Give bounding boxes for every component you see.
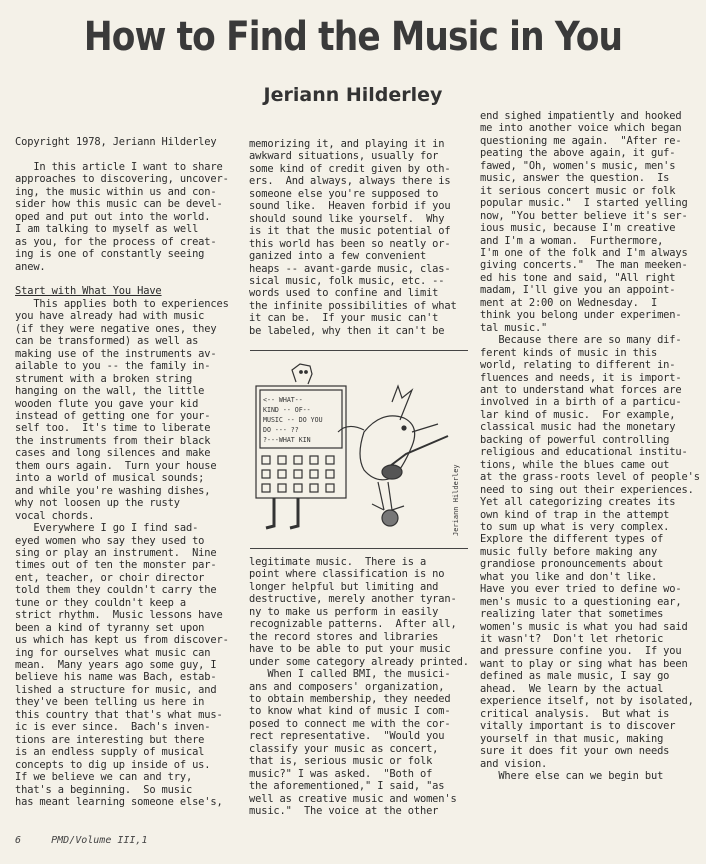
- text-line: me into another voice which began: [480, 122, 682, 135]
- text-line: told them they couldn't carry the: [15, 584, 217, 597]
- text-line: Because there are so many dif-: [480, 334, 682, 347]
- text-line: This applies both to experiences: [15, 297, 229, 310]
- screen-text-line-2: KIND -- OF--: [263, 406, 311, 414]
- text-line: well as creative music and women's: [249, 792, 457, 805]
- text-line: they've been telling us here in: [15, 696, 205, 709]
- text-line: women's music is what you had said: [480, 620, 688, 633]
- text-line: approaches to discovering, uncover-: [15, 173, 229, 186]
- text-line: Have you ever tried to define wo-: [480, 583, 682, 596]
- text-line: and vision.: [480, 757, 548, 770]
- text-line: recognizable patterns. After all,: [249, 618, 457, 631]
- text-line: into a world of musical sounds;: [15, 472, 205, 485]
- text-line: world, relating to different in-: [480, 359, 676, 372]
- text-line: ailable to you -- the family in-: [15, 360, 211, 373]
- text-line: can be transformed) as well as: [15, 335, 199, 348]
- text-line: now, "You better believe it's ser-: [480, 209, 688, 222]
- text-line: that is, serious music or folk: [249, 755, 433, 768]
- text-line: Explore the different types of: [480, 533, 664, 546]
- text-line: you have already had with music: [15, 310, 205, 323]
- text-line: heaps -- avant-garde music, clas-: [249, 262, 451, 275]
- text-line: this world has been so neatly or-: [249, 237, 451, 250]
- text-line: music fully before making any: [480, 545, 658, 558]
- text-line: (if they were negative ones, they: [15, 322, 217, 335]
- text-line: that's a beginning. So music: [15, 783, 193, 796]
- text-line: be labeled, why then it can't be: [249, 324, 445, 337]
- text-line: I am talking to myself as well: [15, 223, 199, 236]
- text-line: madam, I'll give you an appoint-: [480, 284, 676, 297]
- page-number: 6: [15, 835, 22, 846]
- text-line: wooden flute you gave your kid: [15, 397, 199, 410]
- text-line: been a kind of tyranny set upon: [15, 621, 205, 634]
- text-line: own kind of trap in the attempt: [480, 508, 670, 521]
- text-line: times out of ten the monster par-: [15, 559, 217, 572]
- text-line: is an endless supply of musical: [15, 746, 205, 759]
- text-line: vitally important is to discover: [480, 720, 676, 733]
- text-line: ic is ever since. Bach's inven-: [15, 721, 211, 734]
- page-footer: [15, 835, 147, 846]
- text-line: critical analysis. But what is: [480, 707, 670, 720]
- text-line: making use of the instruments av-: [15, 347, 217, 360]
- text-line: them ours again. Turn your house: [15, 459, 217, 472]
- text-line: backing of powerful controlling: [480, 433, 670, 446]
- text-line: it serious concert music or folk: [480, 184, 676, 197]
- text-line: If we believe we can and try,: [15, 771, 193, 784]
- text-line: awkward situations, usually for: [249, 150, 439, 163]
- screen-text-line-3: MUSIC -- DO YOU: [263, 416, 323, 424]
- text-line: Yet all categorizing creates its: [480, 496, 676, 509]
- text-line: this country that that's what mus-: [15, 708, 223, 721]
- text-line: instead of getting one for your-: [15, 409, 211, 422]
- text-line: music, answer the question. Is: [480, 172, 670, 185]
- cartoon-illustration: [252, 360, 468, 542]
- illustrator-signature: Jeriann Hilderley: [452, 464, 460, 536]
- text-line: someone else you're supposed to: [249, 187, 439, 200]
- text-line: ment at 2:00 on Wednesday. I: [480, 296, 658, 309]
- screen-text-line-4: DO --- ??: [263, 426, 299, 434]
- bird-guitarist-drawing: [338, 386, 448, 526]
- text-line: self too. It's time to liberate: [15, 422, 211, 435]
- text-line: classical music had the monetary: [480, 421, 676, 434]
- text-line: ing, the music within us and con-: [15, 185, 217, 198]
- text-line: I'm one of the folk and I'm always: [480, 246, 688, 259]
- text-line: end sighed impatiently and hooked: [480, 110, 682, 122]
- text-line: ed his tone and said, "All right: [480, 271, 676, 284]
- text-line: the infinite possibilities of what: [249, 299, 457, 312]
- text-line: the record stores and libraries: [249, 630, 439, 643]
- column-1: [15, 136, 237, 808]
- text-line: and while you're washing dishes,: [15, 484, 211, 497]
- text-line: it wasn't? Don't let rhetoric: [480, 633, 664, 646]
- text-line: ganized into a few convenient: [249, 250, 427, 263]
- text-line: sound like. Heaven forbid if you: [249, 200, 451, 213]
- text-line: what you like and don't like.: [480, 570, 658, 583]
- text-line: and I'm a woman. Furthermore,: [480, 234, 664, 247]
- text-line: giving concerts." The man meeken-: [480, 259, 688, 272]
- text-line: need to sing out their experiences.: [480, 483, 694, 496]
- text-line: anew.: [15, 260, 46, 273]
- text-line: realizing later that sometimes: [480, 608, 664, 621]
- column-2-top: [249, 138, 471, 337]
- text-line: Start with What You Have: [15, 285, 162, 298]
- text-line: words used to confine and limit: [249, 287, 439, 300]
- text-line: legitimate music. There is a: [249, 556, 427, 568]
- text-line: as you, for the process of creat-: [15, 235, 217, 248]
- computer-drawing: [256, 364, 346, 528]
- screen-text-line-5: ?---WHAT KIN: [263, 436, 311, 444]
- text-line: want to play or sing what has been: [480, 657, 688, 670]
- text-line: [15, 273, 237, 285]
- illustration-bottom-rule: [250, 548, 468, 549]
- text-line: music." The voice at the other: [249, 805, 439, 818]
- text-line: hanging on the wall, the little: [15, 385, 205, 398]
- text-line: strument with a broken string: [15, 372, 193, 385]
- text-line: lished a structure for music, and: [15, 683, 217, 696]
- text-line: experience itself, not by isolated,: [480, 695, 694, 708]
- text-line: When I called BMI, the musici-: [249, 668, 451, 681]
- column-2-bottom: [249, 556, 471, 818]
- text-line: to know what kind of music I com-: [249, 705, 451, 718]
- text-line: tions are interesting but there: [15, 733, 205, 746]
- text-line: ant to understand what forces are: [480, 383, 682, 396]
- text-line: rect representative. "Would you: [249, 730, 445, 743]
- text-line: ent, teacher, or choir director: [15, 571, 205, 584]
- text-line: us which has kept us from discover-: [15, 634, 229, 647]
- text-line: fluences and needs, it is import-: [480, 371, 682, 384]
- text-line: ing is one of constantly seeing: [15, 248, 205, 261]
- text-line: In this article I want to share: [15, 160, 223, 173]
- screen-text-line-1: <-- WHAT--: [263, 396, 303, 404]
- text-line: lar kind of music. For example,: [480, 408, 676, 421]
- text-line: should sound like yourself. Why: [249, 212, 445, 225]
- article-title: How to Find the Music in You: [83, 14, 623, 60]
- text-line: ing for ourselves what music can: [15, 646, 211, 659]
- text-line: ans and composers' organization,: [249, 680, 445, 693]
- text-line: is it that the music potential of: [249, 225, 451, 238]
- text-line: sider how this music can be devel-: [15, 198, 223, 211]
- text-line: sing or play an instrument. Nine: [15, 546, 217, 559]
- text-line: at the grass-roots level of people's: [480, 471, 700, 484]
- text-line: has meant learning someone else's,: [15, 796, 223, 809]
- text-line: men's music to a questioning ear,: [480, 595, 682, 608]
- text-line: eyed women who say they used to: [15, 534, 205, 547]
- column-3: [480, 110, 702, 782]
- text-line: Where else can we begin but: [480, 770, 664, 783]
- text-line: Everywhere I go I find sad-: [15, 522, 199, 535]
- text-line: mean. Many years ago some guy, I: [15, 659, 217, 672]
- text-line: music?" I was asked. "Both of: [249, 767, 433, 780]
- text-line: tune or they couldn't keep a: [15, 596, 186, 609]
- text-line: ny to make us perform in easily: [249, 605, 439, 618]
- text-line: ahead. We learn by the actual: [480, 682, 664, 695]
- publication-name: PMD/Volume III,1: [51, 835, 148, 846]
- text-line: destructive, merely another tyran-: [249, 593, 457, 606]
- text-line: some kind of credit given by oth-: [249, 162, 451, 175]
- text-line: longer helpful but limiting and: [249, 580, 439, 593]
- text-line: to obtain membership, they needed: [249, 692, 451, 705]
- text-line: Copyright 1978, Jeriann Hilderley: [15, 136, 217, 148]
- text-line: believe his name was Bach, estab-: [15, 671, 217, 684]
- text-line: and pressure confine you. If you: [480, 645, 682, 658]
- text-line: yourself in that music, making: [480, 732, 664, 745]
- text-line: oped and put out into the world.: [15, 210, 211, 223]
- text-line: ious music, because I'm creative: [480, 222, 676, 235]
- text-line: the aforementioned," I said, "as: [249, 780, 445, 793]
- text-line: memorizing it, and playing it in: [249, 138, 445, 150]
- text-line: questioning me again. "After re-: [480, 134, 682, 147]
- text-line: concepts to dig up inside of us.: [15, 758, 211, 771]
- article-author: Jeriann Hilderley: [263, 84, 443, 106]
- text-line: tal music.": [480, 321, 548, 334]
- text-line: point where classification is no: [249, 568, 445, 581]
- text-line: strict rhythm. Music lessons have: [15, 609, 223, 622]
- text-line: popular music." I started yelling: [480, 197, 688, 210]
- text-line: the instruments from their black: [15, 434, 211, 447]
- text-line: it can be. If your music can't: [249, 312, 439, 325]
- text-line: cases and long silences and make: [15, 447, 211, 460]
- text-line: ers. And always, always there is: [249, 175, 451, 188]
- text-line: tions, while the blues came out: [480, 458, 670, 471]
- text-line: have to be able to put your music: [249, 643, 451, 656]
- illustration-top-rule: [250, 350, 468, 351]
- text-line: posed to connect me with the cor-: [249, 717, 451, 730]
- text-line: sical music, folk music, etc. --: [249, 274, 445, 287]
- text-line: classify your music as concert,: [249, 742, 439, 755]
- text-line: religious and educational institu-: [480, 446, 688, 459]
- text-line: sure it does fit your own needs: [480, 745, 670, 758]
- text-line: think you belong under experimen-: [480, 309, 682, 322]
- text-line: [15, 148, 237, 160]
- text-line: involved in a birth of a particu-: [480, 396, 682, 409]
- text-line: fawed, "Oh, women's music, men's: [480, 159, 676, 172]
- text-line: ferent kinds of music in this: [480, 346, 658, 359]
- text-line: grandiose pronouncements about: [480, 558, 664, 571]
- text-line: why not loosen up the rusty: [15, 497, 180, 510]
- text-line: to sum up what is very complex.: [480, 520, 670, 533]
- text-line: under some category already printed.: [249, 655, 469, 668]
- text-line: vocal chords.: [15, 509, 95, 522]
- text-line: peating the above again, it guf-: [480, 147, 676, 160]
- text-line: defined as male music, I say go: [480, 670, 670, 683]
